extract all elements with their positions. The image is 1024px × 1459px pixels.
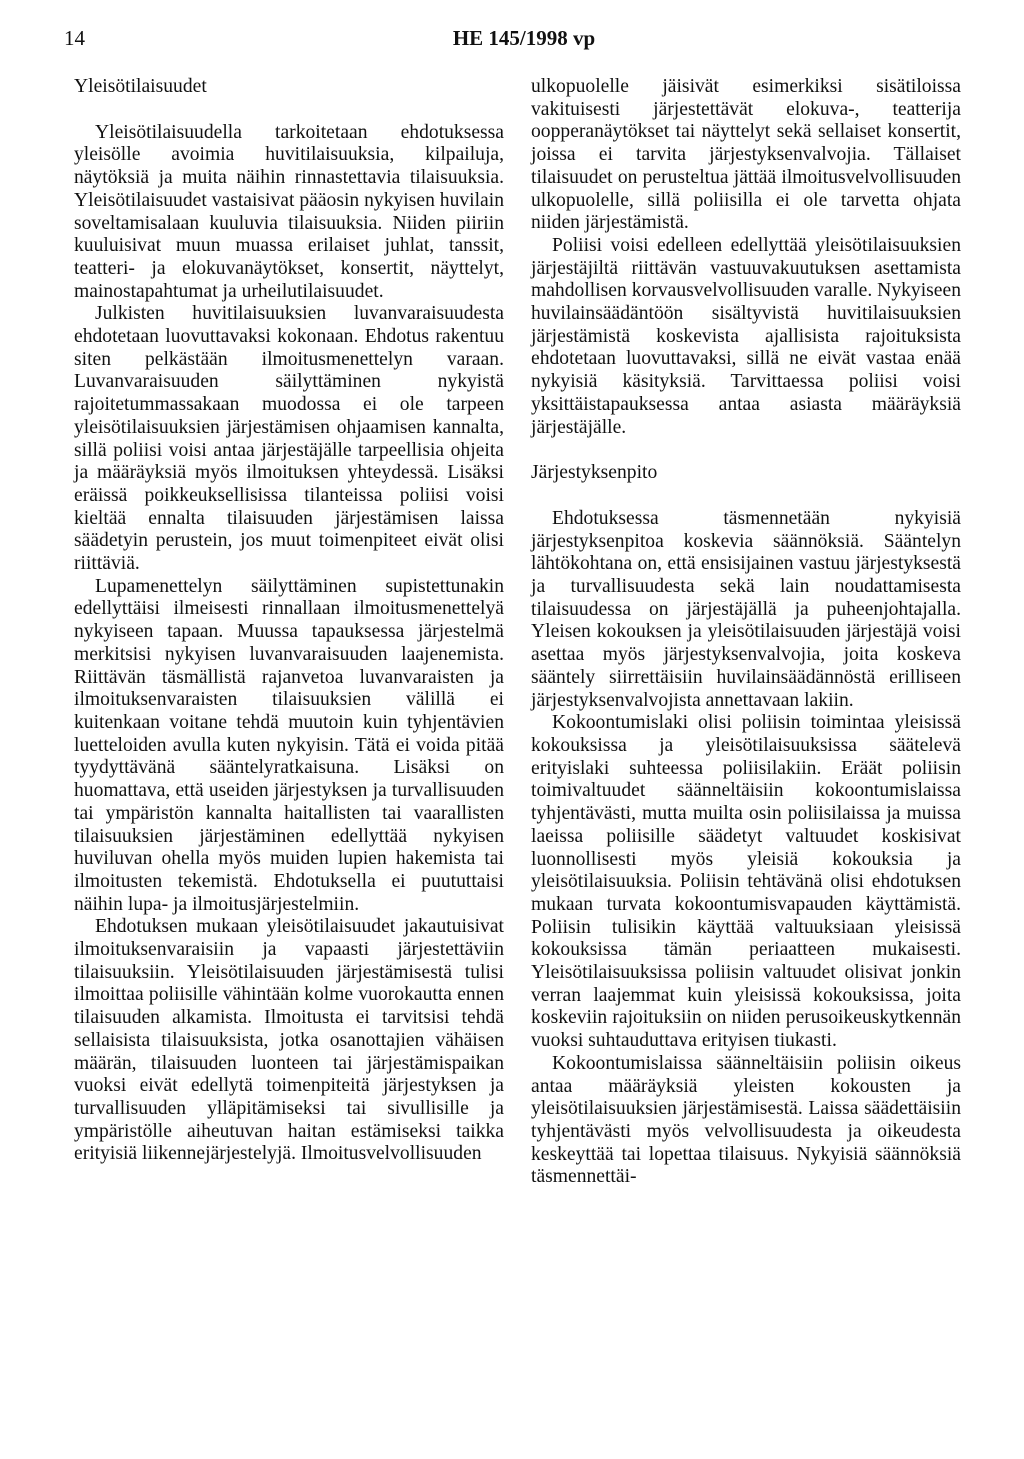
section-heading-jarjestyksenpito: Järjestyksenpito <box>531 462 658 484</box>
paragraph: Yleisötilaisuudella tarkoitetaan ehdotuksessa yleisölle avoimia huvitilaisuuksia, kilpailuja, näytöksiä ja muita näihin rinnastettavia tilaisuuksia. Yleisötilaisuudet vastaisivat pääosin nykyisen huvilain soveltamisalaan kuuluvia tilaisuuksia. Niiden piiriin kuuluisivat muun muassa erilaiset juhlat, tanssit, teatteri- ja elokuvanäytökset, konsertit, näyttelyt, mainostapahtumat ja urheilutilaisuudet. <box>74 121 504 302</box>
document-id: HE 145/1998 vp <box>452 26 596 50</box>
paragraph: Lupamenettelyn säilyttäminen supistettunakin edellyttäisi ilmeisesti rinnallaan ilmoitusmenettelyä nykyiseen tapaan. Muussa tapauksessa järjestelmä merkitsisi nykyisen luvanvaraisuuden laajenemista. Riittävän täsmällistä rajanvetoa luvanvaraisten ja ilmoituksenvaraisten tilaisuuksien välillä ei kuitenkaan voitane tehdä muutoin kuin tyhjentävien luetteloiden avulla kuten nykyisin. Tätä ei voida pitää tyydyttävänä sääntelyratkaisuna. Lisäksi on huomattava, että useiden järjestyksen ja turvallisuuden tai ympäristön kannalta haitallisten tai vaarallisten tilaisuuksien järjestäminen edellyttää nykyisen huviluvan ohella myös muiden lupien hakemista tai ilmoitusten tekemistä. Ehdotuksella ei puututtaisi näihin lupa- ja ilmoitusjärjestelmiin. <box>74 575 504 915</box>
left-column <box>74 76 504 1166</box>
paragraph-continuation: ulkopuolelle jäisivät esimerkiksi sisätiloissa vakituisesti järjestettävät elokuva-, teatterija oopperanäytökset tai näyttelyt sekä sellaiset konsertit, joissa ei tarvita järjestyksenvalvojia. Tällaiset tilaisuudet on perusteltua jättää ilmoitusvelvollisuuden ulkopuolelle, sillä poliisilla ei ole tarvetta ohjata niiden järjestämistä. <box>531 76 961 234</box>
paragraph: Ehdotuksen mukaan yleisötilaisuudet jakautuisivat ilmoituksenvaraisiin ja vapaasti järjestettäviin tilaisuuksiin. Yleisötilaisuuden järjestämisestä tulisi ilmoittaa poliisille vähintään kolme vuorokautta ennen tilaisuuden alkamista. Ilmoitusta ei tarvitsisi tehdä sellaisista tilaisuuksista, jotka osanottajien vähäisen määrän, tilaisuuden luonteen tai järjestämispaikan vuoksi eivät edellytä toimenpiteitä järjestyksen ja turvallisuuden ylläpitämiseksi tai sivullisille ja ympäristölle aiheutuvan haitan estämiseksi taikka erityisiä liikennejärjestelyjä. Ilmoitusvelvollisuuden <box>74 916 504 1165</box>
page-header <box>64 26 984 56</box>
paragraph: Poliisi voisi edelleen edellyttää yleisötilaisuuksien järjestäjiltä riittävän vastuuvakuutuksen asettamista mahdollisen korvausvelvollisuuden varalle. Nykyiseen huvilainsäädäntöön sisältyvistä huvitilaisuuksien järjestämistä koskevista ajallisista rajoituksista ehdotetaan luovuttavaksi, sillä ne eivät vastaa enää nykyisiä käsityksiä. Tarvittaessa poliisi voisi yksittäistapauksessa antaa asiasta määräyksiä järjestäjälle. <box>531 234 961 438</box>
right-column <box>531 76 961 1189</box>
page-number: 14 <box>64 26 85 50</box>
section-heading-yleisotilaisuudet: Yleisötilaisuudet <box>74 76 207 97</box>
paragraph: Julkisten huvitilaisuuksien luvanvaraisuudesta ehdotetaan luovuttavaksi kokonaan. Ehdotus rakentuu siten pelkästään ilmoitusmenettelyn varaan. Luvanvaraisuuden säilyttäminen nykyistä rajoitetummassakaan muodossa ei ole tarpeen yleisötilaisuuksien järjestämisen ohjaamisen kannalta, sillä poliisi voisi antaa järjestäjälle tarpeellisia ohjeita ja määräyksiä myös ilmoituksen yhteydessä. Lisäksi eräissä poikkeuksellisissa tilanteissa poliisi voisi kieltää ennalta tilaisuuden järjestämisen laissa säädetyin perustein, jos muut toimenpiteet eivät olisi riittäviä. <box>74 303 504 575</box>
paragraph: Ehdotuksessa täsmennetään nykyisiä järjestyksenpitoa koskevia säännöksiä. Sääntelyn lähtökohtana on, että ensisijainen vastuu järjestyksestä ja turvallisuudesta sekä lain noudattamisesta tilaisuudessa on järjestäjällä ja puheenjohtajalla. Yleisen kokouksen ja yleisötilaisuuden järjestäjä voisi asettaa myös järjestyksenvalvojia, joita koskeva sääntely siirrettäisiin huvilainsäädännöstä erilliseen järjestyksenvalvojista annettavaan lakiin. <box>531 507 961 711</box>
paragraph: Kokoontumislaki olisi poliisin toimintaa yleisissä kokouksissa ja yleisötilaisuuksissa säätelevä erityislaki suhteessa poliisilakiin. Eräät poliisin toimivaltuudet säänneltäisiin kokoontumislaissa tyhjentävästi, mutta muilta osin poliisilaissa ja muissa laeissa poliisille säädetyt valtuudet koskisivat luonnollisesti myös yleisiä kokouksia ja yleisötilaisuuksia. Poliisin tehtävänä olisi ehdotuksen mukaan turvata kokoontumisvapauden käyttämistä. Poliisin tulisikin käyttää valtuuksiaan yleisissä kokouksissa tämän periaatteen mukaisesti. Yleisötilaisuuksissa poliisin valtuudet olisivat jonkin verran laajemmat kuin yleisissä kokouksissa, joita koskeviin rajoituksiin on niiden perusoikeuskytkennän vuoksi suhtauduttava erityisen tiukasti. <box>531 712 961 1052</box>
paragraph: Kokoontumislaissa säänneltäisiin poliisin oikeus antaa määräyksiä yleisten kokousten ja yleisötilaisuuksien järjestämisestä. Laissa säädettäisiin tyhjentävästi myös velvollisuudesta ja oikeudesta keskeyttää tai lopettaa tilaisuus. Nykyisiä säännöksiä täsmennettäi- <box>531 1052 961 1188</box>
